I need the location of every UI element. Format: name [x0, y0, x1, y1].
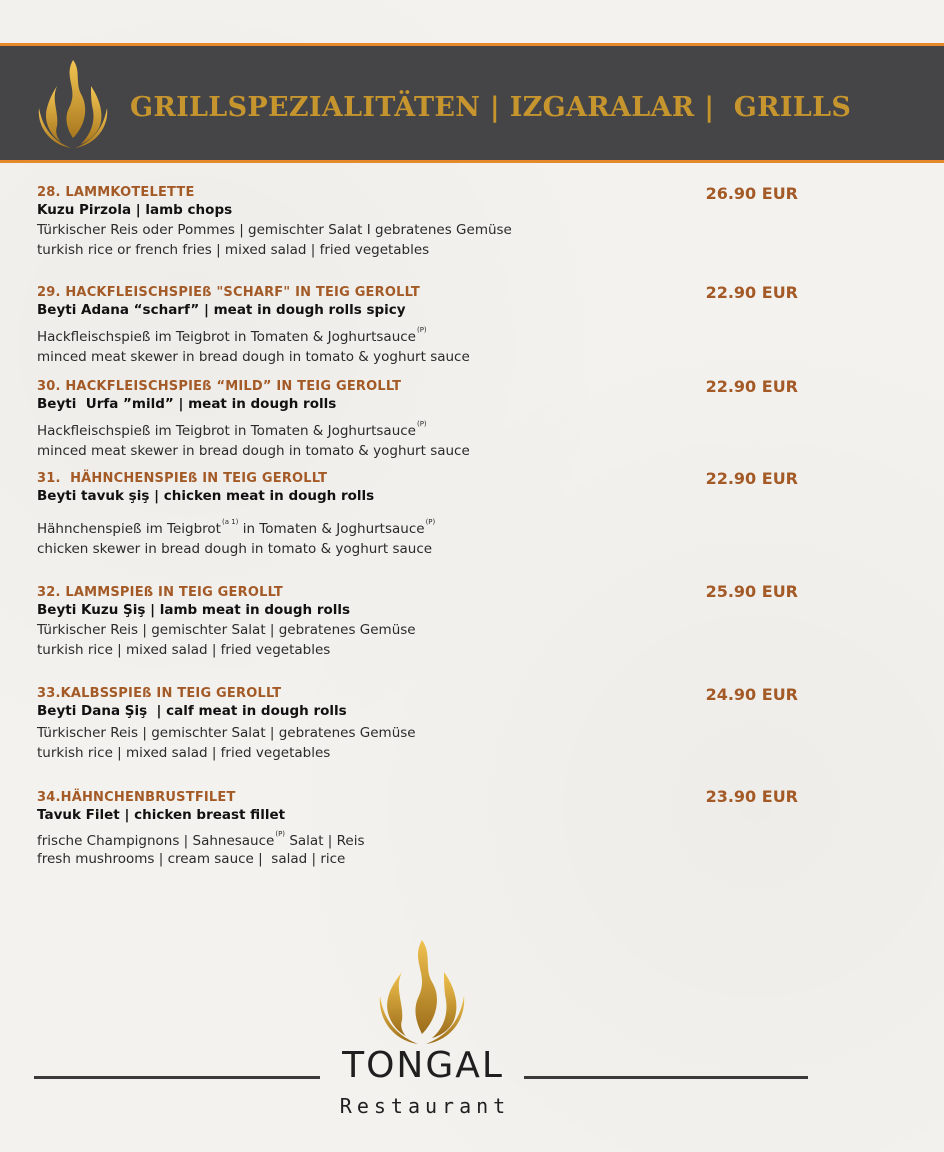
item-price: 26.90 EUR: [705, 184, 798, 203]
item-title: 34.HÄHNCHENBRUSTFILET: [37, 790, 236, 805]
header-banner: [0, 43, 944, 163]
item-desc-de: Türkischer Reis | gemischter Salat | gebratenes Gemüse: [37, 725, 416, 741]
item-desc-text: Hackfleischspieß im Teigbrot in Tomaten & Joghurtsauce: [37, 329, 416, 345]
allergen-note: (a 1): [221, 518, 239, 526]
restaurant-subtitle: Restaurant: [339, 1094, 511, 1118]
item-price: 22.90 EUR: [705, 377, 798, 396]
item-desc-en: chicken skewer in bread dough in tomato & yoghurt sauce: [37, 541, 433, 557]
page-title: GRILLSPEZIALITÄTEN | IZGARALAR | GRILLS: [130, 92, 852, 123]
item-desc-de: [37, 320, 897, 347]
item-desc-en: minced meat skewer in bread dough in tomato & yoghurt sauce: [37, 443, 470, 459]
restaurant-name: TONGAL: [342, 1045, 504, 1086]
item-title: 29. HACKFLEISCHSPIEß "SCHARF" IN TEIG GEROLLT: [37, 285, 420, 300]
allergen-note: (P): [425, 518, 436, 526]
item-title: 30. HACKFLEISCHSPIEß “MILD” IN TEIG GEROLLT: [37, 379, 402, 394]
allergen-note: (P): [275, 830, 286, 838]
item-subtitle: Beyti Kuzu Şiş | lamb meat in dough rolls: [37, 602, 351, 618]
item-desc-text: in Tomaten & Joghurtsauce: [238, 521, 425, 537]
item-desc-text: Hackfleischspieß im Teigbrot in Tomaten & Joghurtsauce: [37, 423, 416, 439]
item-title: 28. LAMMKOTELETTE: [37, 185, 195, 200]
item-subtitle: Beyti Dana Şiş | calf meat in dough rolls: [37, 703, 347, 719]
item-title: 31. HÄHNCHENSPIEß IN TEIG GEROLLT: [37, 471, 328, 486]
flame-icon: [372, 938, 472, 1048]
item-price: 22.90 EUR: [705, 469, 798, 488]
item-desc-en: turkish rice | mixed salad | fried vegetables: [37, 745, 331, 761]
item-price: 25.90 EUR: [705, 582, 798, 601]
item-desc-de: [37, 414, 897, 441]
flame-icon: [33, 56, 113, 151]
item-subtitle: Beyti Urfa ”mild” | meat in dough rolls: [37, 396, 337, 412]
item-desc-en: fresh mushrooms | cream sauce | salad | rice: [37, 851, 346, 867]
item-desc-de: Türkischer Reis oder Pommes | gemischter Salat I gebratenes Gemüse: [37, 222, 512, 238]
item-title: 33.KALBSSPIEß IN TEIG GEROLLT: [37, 686, 282, 701]
item-desc-text: Salat | Reis: [285, 833, 365, 849]
item-desc-de: Türkischer Reis | gemischter Salat | gebratenes Gemüse: [37, 622, 416, 638]
item-price: 24.90 EUR: [705, 685, 798, 704]
item-desc-text: Hähnchenspieß im Teigbrot: [37, 521, 221, 537]
item-subtitle: Beyti Adana “scharf” | meat in dough rolls spicy: [37, 302, 406, 318]
item-desc-en: turkish rice or french fries | mixed salad | fried vegetables: [37, 242, 430, 258]
item-desc-de: [37, 825, 897, 850]
item-desc-text: frische Champignons | Sahnesauce: [37, 833, 275, 849]
footer-divider-right: [524, 1076, 808, 1079]
footer-divider-left: [34, 1076, 320, 1079]
item-subtitle: Kuzu Pirzola | lamb chops: [37, 202, 233, 218]
allergen-note: (P): [416, 420, 427, 428]
item-desc-de: [37, 512, 897, 539]
item-desc-en: turkish rice | mixed salad | fried vegetables: [37, 642, 331, 658]
item-price: 22.90 EUR: [705, 283, 798, 302]
item-title: 32. LAMMSPIEß IN TEIG GEROLLT: [37, 585, 283, 600]
item-subtitle: Tavuk Filet | chicken breast fillet: [37, 807, 286, 823]
item-desc-en: minced meat skewer in bread dough in tomato & yoghurt sauce: [37, 349, 470, 365]
item-subtitle: Beyti tavuk şiş | chicken meat in dough rolls: [37, 488, 375, 504]
item-price: 23.90 EUR: [705, 787, 798, 806]
allergen-note: (P): [416, 326, 427, 334]
